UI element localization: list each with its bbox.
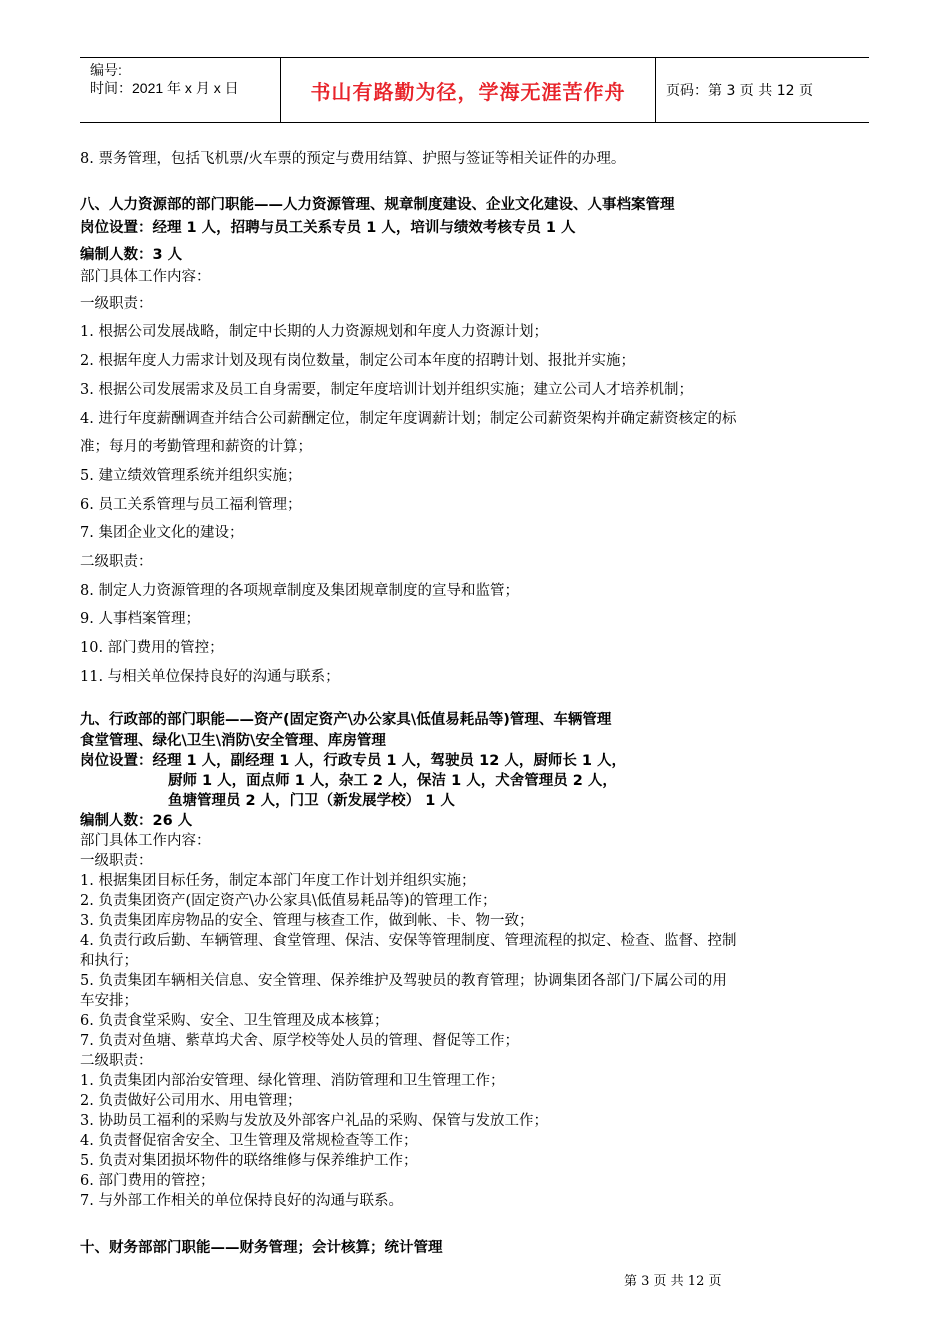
- list-item: 7. 与外部工作相关的单位保持良好的沟通与联系。: [80, 1193, 403, 1209]
- list-item: 1. 负责集团内部治安管理、绿化管理、消防管理和卫生管理工作；: [80, 1073, 505, 1089]
- section-8-title: 八、人力资源部的部门职能——人力资源管理、规章制度建设、企业文化建设、人事档案管理: [80, 197, 675, 213]
- document-date: 时间：2021 年 x 月 x 日: [90, 80, 239, 96]
- list-item: 5. 建立绩效管理系统并组织实施；: [80, 468, 302, 484]
- list-item: 4. 进行年度薪酬调查并结合公司薪酬定位，制定年度调薪计划；制定公司薪资架构并确定薪资核定的标: [80, 411, 737, 427]
- section-9-level2-label: 二级职责：: [80, 1053, 153, 1069]
- list-item: 和执行；: [80, 953, 138, 969]
- section-9-title: 九、行政部的部门职能——资产(固定资产\办公家具\低值易耗品等)管理、车辆管理: [80, 712, 612, 728]
- list-item: 6. 负责食堂采购、安全、卫生管理及成本核算；: [80, 1013, 389, 1029]
- list-item: 3. 根据公司发展需求及员工自身需要，制定年度培训计划并组织实施；建立公司人才培养机制；: [80, 382, 693, 398]
- list-item: 1. 根据集团目标任务，制定本部门年度工作计划并组织实施；: [80, 873, 476, 889]
- document-number-label: 编号:: [90, 62, 122, 78]
- header-page-info: 页码：第 3 页 共 12 页: [666, 83, 813, 99]
- section-10-title: 十、财务部部门职能——财务管理；会计核算；统计管理: [80, 1240, 443, 1256]
- list-item: 8. 制定人力资源管理的各项规章制度及集团规章制度的宣导和监管；: [80, 583, 519, 599]
- list-item: 2. 负责集团资产(固定资产\办公家具\低值易耗品等)的管理工作；: [80, 893, 497, 909]
- list-item: 6. 员工关系管理与员工福利管理；: [80, 497, 302, 513]
- list-item: 7. 负责对鱼塘、紫草坞犬舍、原学校等处人员的管理、督促等工作；: [80, 1033, 519, 1049]
- list-item: 3. 协助员工福利的采购与发放及外部客户礼品的采购、保管与发放工作；: [80, 1113, 548, 1129]
- section-9-positions-continued: 鱼塘管理员 2 人，门卫（新发展学校） 1 人: [168, 793, 455, 809]
- list-item: 4. 负责督促宿舍安全、卫生管理及常规检查等工作；: [80, 1133, 418, 1149]
- list-item: 2. 负责做好公司用水、用电管理；: [80, 1093, 302, 1109]
- section-9-work-label: 部门具体工作内容：: [80, 833, 211, 849]
- list-item: 5. 负责集团车辆相关信息、安全管理、保养维护及驾驶员的教育管理；协调集团各部门/下属公司的用: [80, 973, 727, 989]
- section-9-title-continued: 食堂管理、绿化\卫生\消防\安全管理、库房管理: [80, 733, 386, 749]
- list-item: 10. 部门费用的管控；: [80, 640, 224, 656]
- list-item: 准；每月的考勤管理和薪资的计算；: [80, 439, 312, 455]
- list-item: 4. 负责行政后勤、车辆管理、食堂管理、保洁、安保等管理制度、管理流程的拟定、检查、监督、控制: [80, 933, 737, 949]
- section-8-positions: 岗位设置：经理 1 人，招聘与员工关系专员 1 人，培训与绩效考核专员 1 人: [80, 220, 576, 236]
- section-8-work-label: 部门具体工作内容：: [80, 269, 211, 285]
- section-9-headcount: 编制人数：26 人: [80, 813, 193, 829]
- list-item: 7. 集团企业文化的建设；: [80, 525, 244, 541]
- list-item: 3. 负责集团库房物品的安全、管理与核查工作，做到帐、卡、物一致；: [80, 913, 534, 929]
- list-item: 车安排；: [80, 993, 138, 1009]
- section-8-headcount: 编制人数：3 人: [80, 247, 183, 263]
- list-item: 2. 根据年度人力需求计划及现有岗位数量，制定公司本年度的招聘计划、报批并实施；: [80, 353, 635, 369]
- page-footer: 第 3 页 共 12 页: [624, 1274, 722, 1289]
- list-item: 11. 与相关单位保持良好的沟通与联系；: [80, 669, 340, 685]
- section-8-level2-label: 二级职责：: [80, 554, 153, 570]
- list-item: 6. 部门费用的管控；: [80, 1173, 215, 1189]
- list-item: 9. 人事档案管理；: [80, 611, 200, 627]
- list-item: 5. 负责对集团损坏物件的联络维修与保养维护工作；: [80, 1153, 418, 1169]
- header-meta: [80, 58, 280, 122]
- section-9-positions: 岗位设置：经理 1 人，副经理 1 人，行政专员 1 人，驾驶员 12 人，厨师长 1 人，: [80, 753, 627, 769]
- list-item: 1. 根据公司发展战略，制定中长期的人力资源规划和年度人力资源计划；: [80, 324, 548, 340]
- page-header: [80, 57, 869, 123]
- section-9-positions-continued: 厨师 1 人，面点师 1 人，杂工 2 人，保洁 1 人，犬舍管理员 2 人，: [168, 773, 617, 789]
- intro-line: 8. 票务管理，包括飞机票/火车票的预定与费用结算、护照与签证等相关证件的办理。: [80, 151, 626, 167]
- section-9-level1-label: 一级职责：: [80, 853, 153, 869]
- section-8-level1-label: 一级职责：: [80, 296, 153, 312]
- header-motto: 书山有路勤为径，学海无涯苦作舟: [280, 58, 656, 122]
